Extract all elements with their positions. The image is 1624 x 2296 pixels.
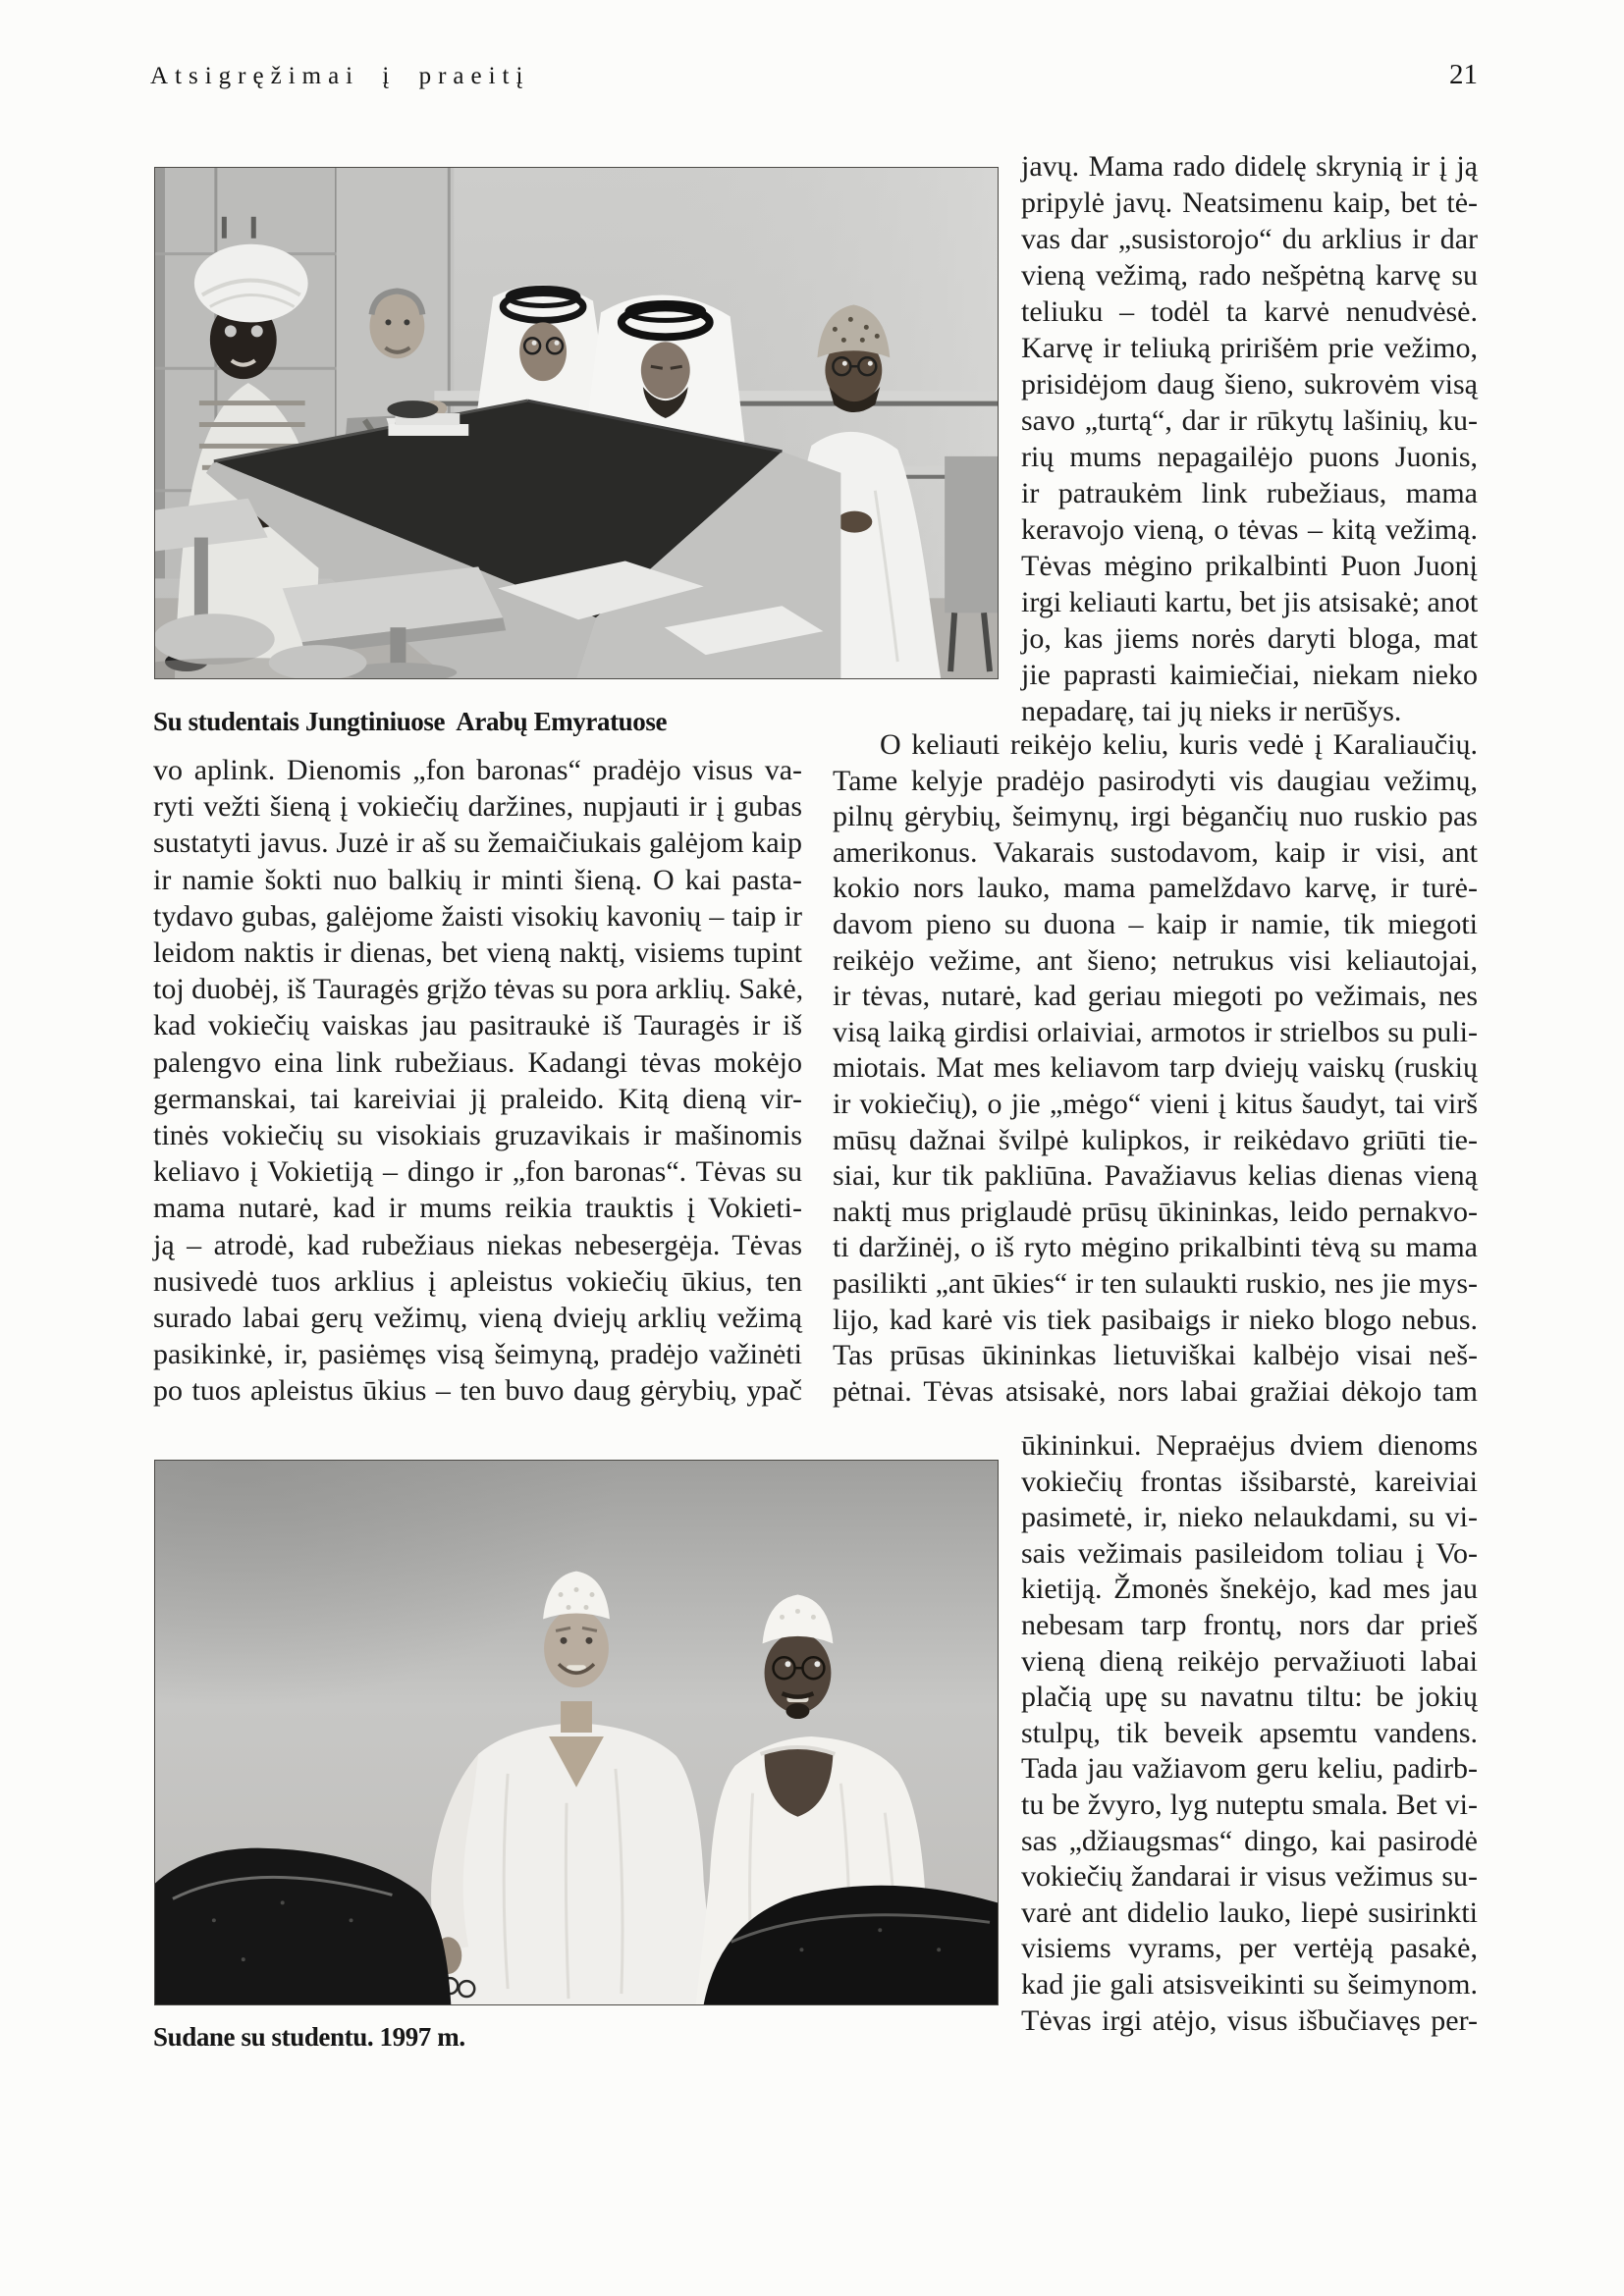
text-line: leidom naktis ir dienas, bet vieną naktį, visiems tupint	[153, 936, 802, 970]
text-line: vieną dieną reikėjo pervažiuoti labai	[1021, 1644, 1478, 1678]
text-line: vokiečių žandarai ir visus vežimus su-	[1021, 1860, 1478, 1894]
text-line: javų. Mama rado didelę skrynią ir į ją	[1021, 150, 1478, 183]
text-line: pasikinkė, ir, pasiėmęs visą šeimyną, pradėjo važinėti	[153, 1338, 802, 1371]
text-line: vokiečių frontas išsibarstė, kareiviai	[1021, 1465, 1478, 1498]
text-line: vieną vežimą, rado nešpėtną karvę su	[1021, 259, 1478, 292]
text-line: toj duobėj, iš Tauragės grįžo tėvas su pora arklių. Sakė,	[153, 973, 804, 1006]
text-line: prisidėjom daug šieno, sukrovėm visą	[1021, 368, 1478, 400]
text-line: O keliauti reikėjo keliu, kuris vedė į Karaliaučių.	[880, 728, 1478, 761]
left-text-column	[153, 752, 802, 1410]
text-line: tydavo gubas, galėjome žaisti visokių kavonių – taip ir	[153, 899, 802, 933]
text-line: plačią upę su navatnu tiltu: be jokių	[1021, 1681, 1478, 1714]
text-line: jie paprasti kaimiečiai, niekam nieko	[1021, 659, 1478, 691]
text-line: lijo, kad karė vis tiek pasibaigs ir nieko blogo nebus.	[833, 1303, 1478, 1336]
text-line: davom pieno su duona – kaip ir namie, tik miegoti	[833, 907, 1478, 940]
text-line: mūsų dažnai švilpė kulipkos, ir reikėdavo griūti tie-	[833, 1123, 1478, 1156]
text-line: ją – atrodė, kad rubežiaus niekas nebesergėja. Tėvas	[153, 1228, 802, 1261]
text-line: nepadarę, tai jų nieks ir nerūšys.	[1021, 695, 1402, 727]
photo-sudan-student-illustration	[155, 1461, 998, 2004]
text-line: pasilikti „ant ūkies“ ir ten sulaukti ruskio, nes jie mys-	[833, 1266, 1478, 1300]
text-line: savo „turtą“, dar ir rūkytų lašinių, ku-	[1021, 404, 1478, 437]
text-line: pasimetė, ir, nieko nelaukdami, su vi-	[1021, 1501, 1478, 1534]
text-line: vo aplink. Dienomis „fon baronas“ pradėjo visus va-	[153, 754, 802, 786]
text-line: nusivedė tuos arklius į apleistus vokiečių ūkius, ten	[153, 1264, 802, 1298]
text-line: keliavo į Vokietiją – dingo ir „fon baronas“. Tėvas su	[153, 1155, 802, 1189]
photo-caption: Su studentais Jungtiniuose Arabų Emyratuose	[153, 707, 668, 736]
text-line: Tėvas mėgino prikalbinti Puon Juonį	[1021, 550, 1478, 582]
text-line: ti daržinėj, o iš ryto mėgino prikalbinti tėvą su mama	[833, 1231, 1478, 1264]
text-line: keravojo vieną, o tėvas – kitą vežimą.	[1021, 513, 1478, 546]
text-line: irgi keliauti kartu, bet jis atsisakė; anot	[1021, 586, 1479, 618]
photo-students-uae-illustration	[155, 168, 998, 678]
text-line: Tėvas irgi atėjo, visus išbučiavęs per-	[1021, 2003, 1478, 2037]
text-line: kad vokiečių vaiskas jau pasitraukė iš Tauragės ir iš	[153, 1009, 802, 1042]
text-line: Tas prūsas ūkininkas lietuviškai kalbėjo visai neš-	[833, 1339, 1478, 1372]
text-line: pripylė javų. Neatsimenu kaip, bet tė-	[1021, 187, 1478, 219]
text-line: nebesam tarp frontų, nors dar prieš	[1021, 1608, 1478, 1641]
text-line: palengvo eina link rubežiaus. Kadangi tėvas mokėjo	[153, 1045, 802, 1079]
text-line: kokio nors lauko, mama pamelždavo karvę, ir turė-	[833, 872, 1478, 905]
text-line: visiems vyrams, per vertėją pasakė,	[1021, 1932, 1478, 1965]
text-line: kietiją. Žmonės šnekėjo, kad mes jau	[1021, 1573, 1478, 1606]
text-line: sais vežimais pasileidom toliau į Vo-	[1021, 1536, 1478, 1570]
text-line: kad jie gali atsisveikinti su šeimynom.	[1021, 1967, 1478, 2001]
text-line: tinės vokiečių su visokiais gruzavikais ir mašinomis	[153, 1119, 802, 1152]
photo-students-uae	[154, 167, 999, 679]
text-line: ir namie šokti nuo balkių ir minti šieną. O kai pasta-	[153, 863, 802, 896]
text-line: Karvę ir teliuką pririšėm prie vežimo,	[1021, 332, 1478, 364]
text-line: ryti vežti šieną į vokiečių daržines, nupjauti ir į gubas	[153, 790, 802, 824]
text-line: stulpų, tik beveik apsemtu vandens.	[1021, 1716, 1478, 1749]
page-header-title: Atsigręžimai į praeitį	[150, 63, 530, 89]
text-line: germanskai, tai kareiviai jį praleido. Kitą dieną vir-	[153, 1082, 802, 1115]
text-line: sas „džiaugsmas“ dingo, kai pasirodė	[1021, 1824, 1478, 1857]
text-line: visą laiką girdisi orlaiviai, armotos ir strielbos su puli-	[833, 1015, 1478, 1048]
text-line: vas dar „susistorojo“ du arklius ir dar	[1021, 223, 1478, 255]
text-line: sustatyti javus. Juzė ir aš su žemaičiukais galėjom kaip	[153, 827, 802, 860]
right-text-column-bottom	[1021, 1428, 1478, 2039]
right-text-column-middle	[833, 727, 1478, 1410]
text-line: mama nutarė, kad ir mums reikia trauktis į Vokieti-	[153, 1192, 802, 1225]
text-line: ir patraukėm link rubežiaus, mama	[1021, 477, 1478, 509]
text-line: ūkininkui. Nepraėjus dviem dienoms	[1021, 1429, 1478, 1462]
text-line: jo, kas jiems norės daryti bloga, mat	[1021, 622, 1478, 655]
text-line: naktį mus priglaudė prūsų ūkininkas, leido pernakvo-	[833, 1195, 1478, 1228]
text-line: amerikonus. Vakarais sustodavom, kaip ir visi, ant	[833, 835, 1478, 869]
text-line: Tame kelyje pradėjo pasirodyti vis daugiau vežimų,	[833, 764, 1478, 797]
text-line: surado labai gerų vežimų, vieną dviejų arklių vežimą	[153, 1302, 802, 1335]
photo-caption: Sudane su studentu. 1997 m.	[153, 2022, 465, 2052]
page-number: 21	[1449, 59, 1478, 90]
text-line: siai, kur tik pakliūna. Pavažiavus kelias dienas vieną	[833, 1159, 1478, 1193]
text-line: ir tėvas, nutarė, kad geriau miegoti po vežimais, nes	[833, 980, 1478, 1013]
text-line: po tuos apleistus ūkius – ten buvo daug gėrybių, ypač	[153, 1374, 802, 1408]
text-line: pėtnai. Tėvas atsisakė, nors labai gražiai dėkojo tam	[833, 1374, 1478, 1408]
text-line: pilnų gėrybių, šeimynų, irgi bėgančių nuo ruskio pas	[833, 800, 1478, 833]
text-line: miotais. Mat mes keliavom tarp dviejų vaiskų (ruskių	[833, 1051, 1478, 1085]
text-line: reikėjo vežime, ant šieno; netrukus visi keliautojai,	[833, 943, 1478, 977]
right-text-column-top	[1021, 148, 1478, 729]
text-line: teliuku – todėl ta karvė nenudvėsė.	[1021, 295, 1478, 328]
text-line: ir vokiečių), o jie „mėgo“ vieni į kitus šaudyt, tai virš	[833, 1087, 1478, 1120]
text-line: Tada jau važiavom geru keliu, padirb-	[1021, 1752, 1478, 1786]
text-line: varė ant didelio lauko, liepė susirinkti	[1021, 1896, 1478, 1929]
photo-sudan-student	[154, 1460, 999, 2005]
text-line: tu be žvyro, lyg nuteptu smala. Bet vi-	[1021, 1788, 1478, 1821]
text-line: rių mums nepagailėjo puons Juonis,	[1021, 441, 1478, 473]
